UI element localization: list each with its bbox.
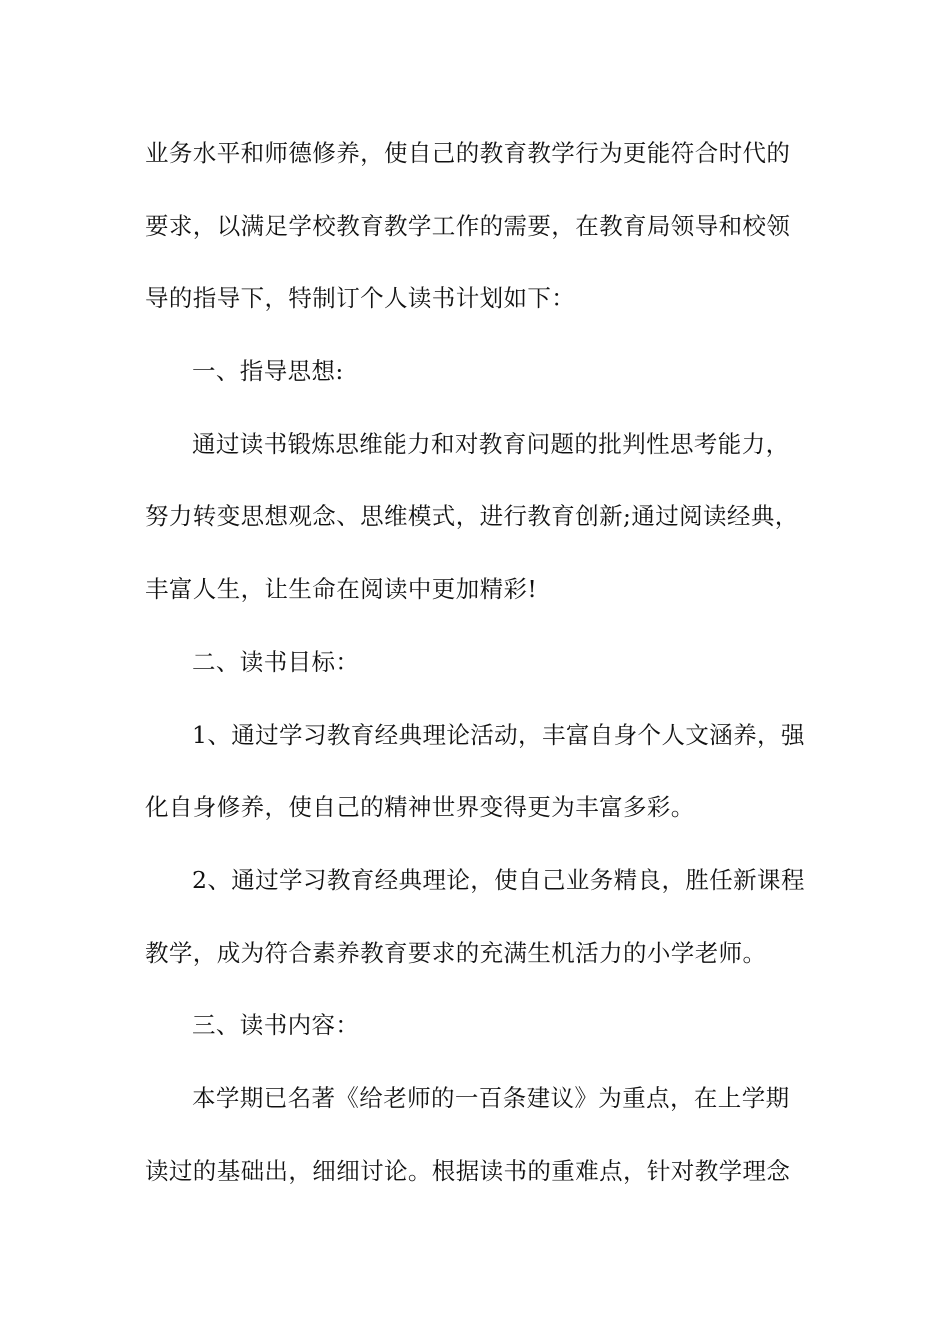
paragraph-line: 努力转变思想观念、思维模式，进行教育创新;通过阅读经典， [145, 502, 799, 531]
paragraph-line: 导的指导下，特制订个人读书计划如下： [145, 284, 576, 313]
paragraph-line: 教学，成为符合素养教育要求的充满生机活力的小学老师。 [145, 938, 767, 967]
paragraph-line: 业务水平和师德修养，使自己的教育教学行为更能符合时代的 [145, 139, 791, 167]
list-item-goal-2: 2、通过学习教育经典理论，使自己业务精良，胜任新课程 [192, 865, 805, 894]
document-body [145, 133, 810, 1223]
paragraph-line: 读过的基础出，细细讨论。根据读书的重难点，针对教学理念 [145, 1156, 791, 1185]
section-heading-reading-content: 三、读书内容： [192, 1011, 360, 1040]
section-heading-guiding-ideas: 一、指导思想: [192, 357, 344, 386]
list-item-goal-1: 1、通过学习教育经典理论活动，丰富自身个人文涵养，强 [192, 720, 805, 749]
paragraph-line: 丰富人生，让生命在阅读中更加精彩! [145, 575, 538, 604]
section-heading-reading-goals: 二、读书目标： [192, 647, 360, 676]
paragraph-line: 要求，以满足学校教育教学工作的需要，在教育局领导和校领 [145, 211, 791, 240]
paragraph-line: 化自身修养，使自己的精神世界变得更为丰富多彩。 [145, 793, 695, 822]
paragraph-line: 通过读书锻炼思维能力和对教育问题的批判性思考能力， [192, 429, 790, 458]
paragraph-line: 本学期已名著《给老师的一百条建议》为重点，在上学期 [192, 1083, 790, 1112]
